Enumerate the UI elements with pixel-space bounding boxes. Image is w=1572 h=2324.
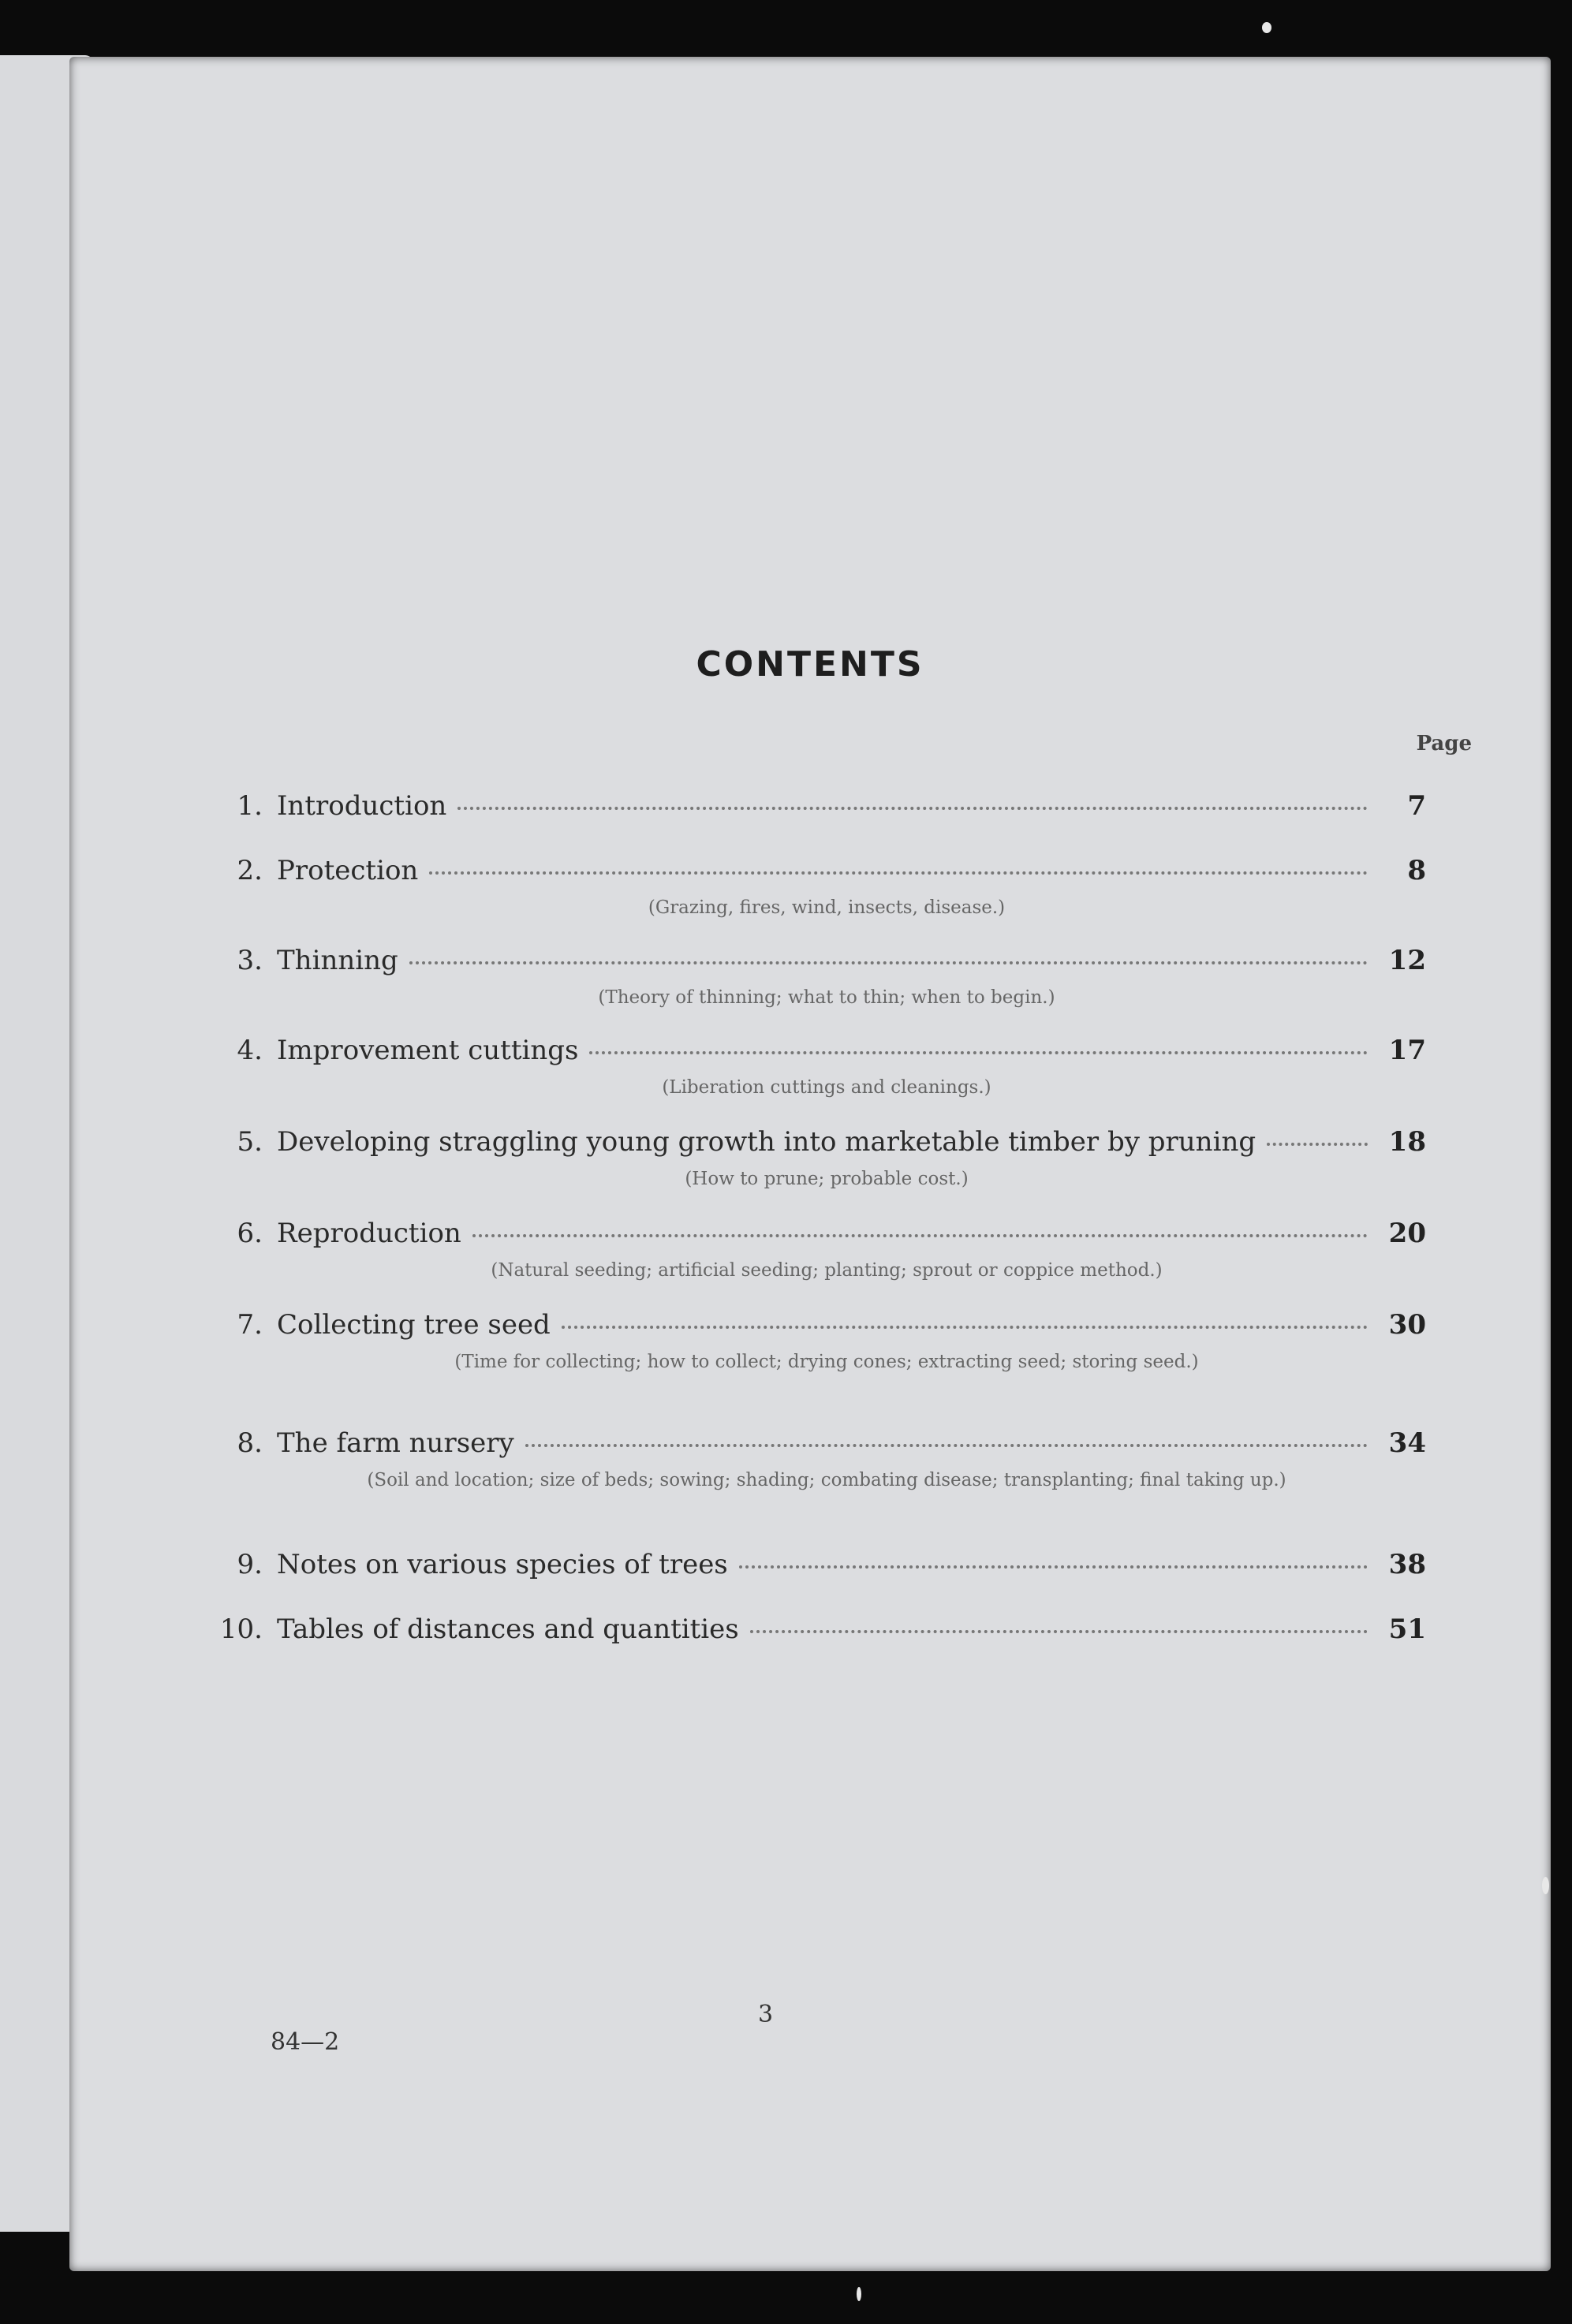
entry-number: 4. bbox=[237, 1035, 263, 1066]
page-number: 3 bbox=[758, 2001, 774, 2028]
toc-entry-2[interactable] bbox=[219, 855, 1426, 921]
entry-number: 7. bbox=[237, 1309, 263, 1341]
entry-subtopics: (Theory of thinning; what to thin; when to begin.) bbox=[598, 987, 1055, 1008]
entry-page: 38 bbox=[1388, 1549, 1426, 1580]
entry-number: 3. bbox=[237, 945, 263, 976]
entry-label: Developing straggling young growth into marketable timber by pruning bbox=[277, 1126, 1256, 1158]
dot-leader bbox=[589, 1051, 1368, 1054]
dot-leader bbox=[525, 1444, 1368, 1447]
entry-number: 1. bbox=[237, 790, 263, 822]
dot-leader bbox=[457, 807, 1368, 810]
entry-label: Protection bbox=[277, 855, 419, 886]
entry-label: Notes on various species of trees bbox=[277, 1549, 728, 1580]
entry-label: The farm nursery bbox=[277, 1427, 514, 1459]
toc-entry-8[interactable] bbox=[219, 1427, 1426, 1494]
scan-speck bbox=[857, 2287, 861, 2301]
toc-entry-5[interactable] bbox=[219, 1126, 1426, 1192]
entry-page: 17 bbox=[1388, 1035, 1426, 1066]
entry-label: Reproduction bbox=[277, 1218, 461, 1249]
entry-label: Thinning bbox=[277, 945, 398, 976]
entry-label: Collecting tree seed bbox=[277, 1309, 551, 1341]
scan-speck bbox=[1542, 1877, 1549, 1894]
dot-leader bbox=[429, 871, 1368, 875]
entry-page: 18 bbox=[1388, 1126, 1426, 1158]
entry-number: 8. bbox=[237, 1427, 263, 1459]
dot-leader bbox=[409, 961, 1368, 964]
page-column-label: Page bbox=[1416, 732, 1472, 755]
document-page bbox=[69, 57, 1551, 2271]
entry-subtopics: (Liberation cuttings and cleanings.) bbox=[662, 1077, 991, 1098]
entry-number: 5. bbox=[237, 1126, 263, 1158]
entry-page: 51 bbox=[1388, 1613, 1426, 1645]
entry-page: 8 bbox=[1407, 855, 1426, 886]
entry-subtopics: (Grazing, fires, wind, insects, disease.) bbox=[648, 897, 1006, 918]
entry-subtopics: (Soil and location; size of beds; sowing; shading; combating disease; transplanting; final taking up.) bbox=[367, 1470, 1286, 1490]
entry-page: 34 bbox=[1388, 1427, 1426, 1459]
entry-subtopics: (How to prune; probable cost.) bbox=[685, 1169, 969, 1189]
entry-page: 12 bbox=[1388, 945, 1426, 976]
dot-leader bbox=[739, 1565, 1368, 1569]
entry-label: Tables of distances and quantities bbox=[277, 1613, 739, 1645]
dot-leader bbox=[750, 1630, 1368, 1633]
entry-page: 20 bbox=[1388, 1218, 1426, 1249]
toc-entry-7[interactable] bbox=[219, 1309, 1426, 1375]
toc-entry-4[interactable] bbox=[219, 1035, 1426, 1101]
dot-leader bbox=[1267, 1143, 1368, 1146]
toc-entry-3[interactable] bbox=[219, 945, 1426, 1011]
entry-number: 10. bbox=[219, 1613, 263, 1645]
entry-subtopics: (Natural seeding; artificial seeding; planting; sprout or coppice method.) bbox=[491, 1260, 1163, 1281]
toc-entry-1[interactable] bbox=[219, 790, 1426, 822]
dot-leader bbox=[472, 1234, 1368, 1237]
signature-mark: 84—2 bbox=[271, 2028, 340, 2056]
entry-number: 9. bbox=[237, 1549, 263, 1580]
entry-number: 2. bbox=[237, 855, 263, 886]
entry-page: 7 bbox=[1407, 790, 1426, 822]
toc-entry-6[interactable] bbox=[219, 1218, 1426, 1284]
dot-leader bbox=[562, 1326, 1368, 1329]
entry-number: 6. bbox=[237, 1218, 263, 1249]
toc-entry-9[interactable] bbox=[219, 1549, 1426, 1580]
entry-label: Improvement cuttings bbox=[277, 1035, 579, 1066]
scan-speck bbox=[1262, 22, 1271, 33]
entry-label: Introduction bbox=[277, 790, 447, 822]
entry-subtopics: (Time for collecting; how to collect; drying cones; extracting seed; storing seed.) bbox=[454, 1352, 1199, 1372]
entry-page: 30 bbox=[1388, 1309, 1426, 1341]
contents-title: CONTENTS bbox=[696, 644, 924, 685]
toc-entry-10[interactable] bbox=[219, 1613, 1426, 1645]
